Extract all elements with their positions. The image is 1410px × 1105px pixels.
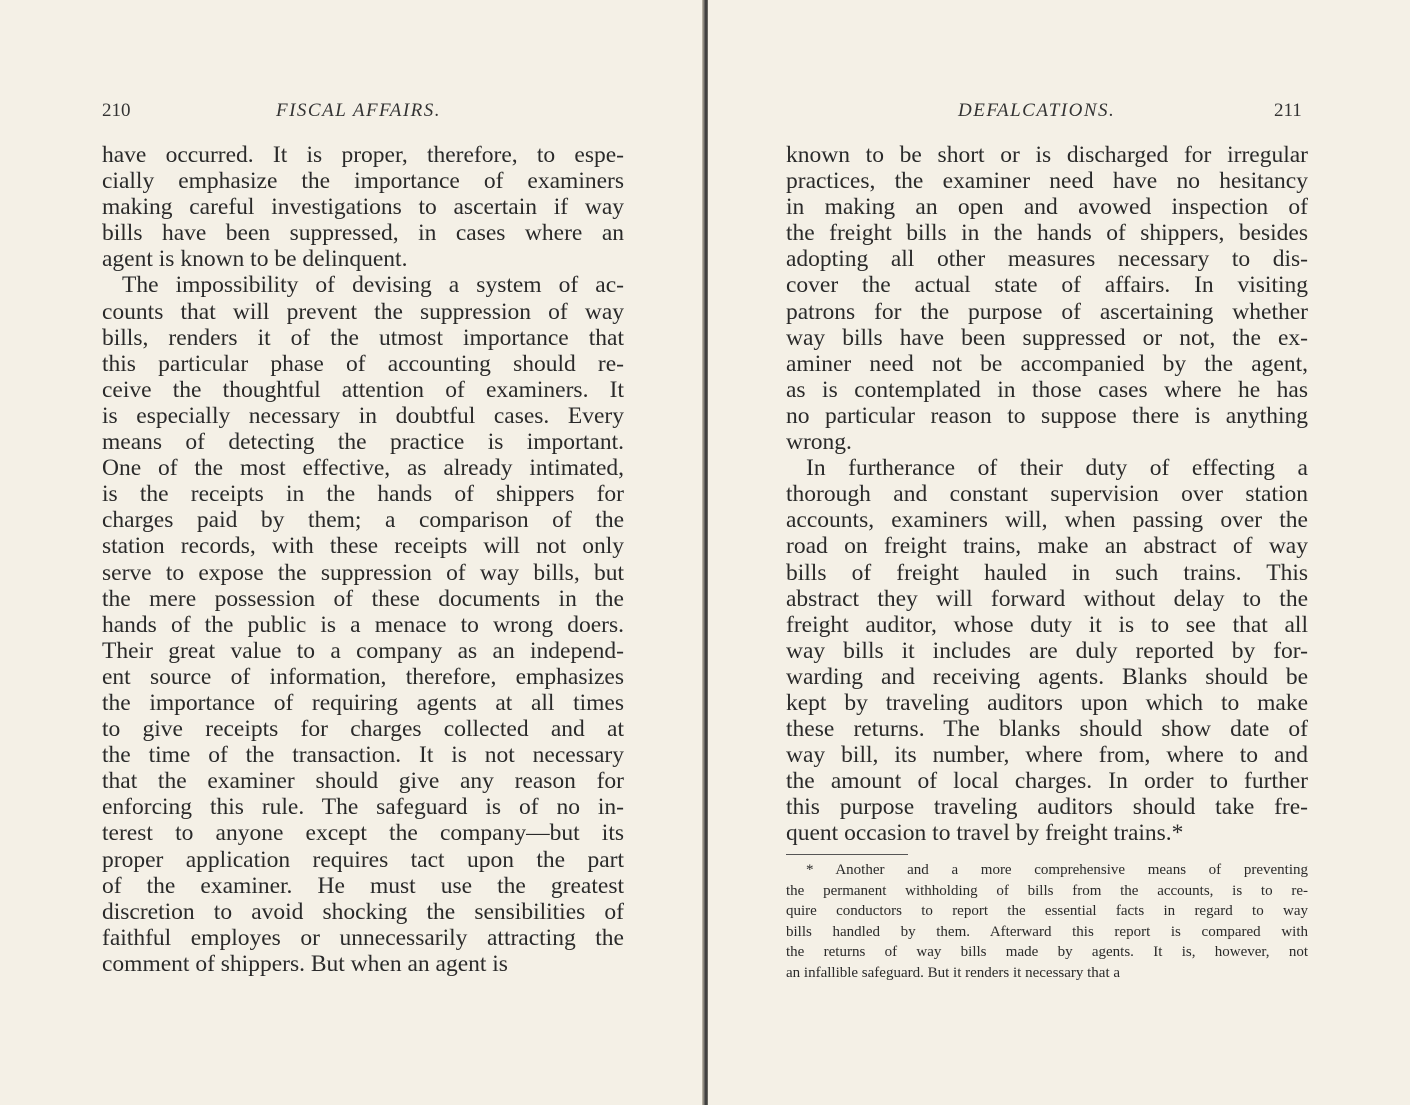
footnote (786, 860, 1308, 983)
text-line: that the examiner should give any reason for (102, 768, 624, 795)
footnote-line: bills handled by them. Afterward this report is compared with (786, 923, 1308, 940)
text-line: kept by traveling auditors upon which to make (786, 689, 1308, 716)
text-line: One of the most effective, as already intimated, (102, 455, 624, 482)
text-line: the importance of requiring agents at all times (102, 689, 624, 716)
text-line: way bill, its number, where from, where to and (786, 742, 1308, 769)
text-line: to give receipts for charges collected and at (102, 716, 624, 743)
right-page-number: 211 (1274, 100, 1302, 121)
text-line: agent is known to be delinquent. (102, 246, 408, 273)
text-line: abstract they will forward without delay to the (786, 585, 1308, 612)
text-line: aminer need not be accompanied by the agent, (786, 350, 1308, 377)
text-line: way bills have been suppressed or not, the ex- (786, 324, 1308, 351)
footnote-line: * Another and a more comprehensive means of preventing (806, 862, 1308, 878)
footnote-line: an infallible safeguard. But it renders it necessary that a (786, 964, 1121, 981)
left-page (0, 0, 704, 1105)
right-running-head: DEFALCATIONS. (958, 100, 1116, 121)
footnote-line: the returns of way bills made by agents. It is, however, not (786, 944, 1308, 960)
text-line: proper application requires tact upon the part (102, 846, 624, 873)
text-line: quent occasion to travel by freight trains.* (786, 820, 1184, 847)
text-line: patrons for the purpose of ascertaining whether (786, 298, 1308, 325)
text-line: the time of the transaction. It is not necessary (102, 742, 624, 769)
text-line: the amount of local charges. In order to further (786, 768, 1308, 795)
text-line: comment of shippers. But when an agent is (102, 950, 508, 977)
footnote-line: the permanent withholding of bills from the accounts, is to re- (786, 882, 1308, 899)
footnote-rule (786, 854, 908, 855)
text-line: making careful investigations to ascertain if way (102, 194, 624, 221)
text-line: serve to expose the suppression of way bills, but (102, 559, 624, 586)
text-line: in making an open and avowed inspection of (786, 194, 1308, 221)
text-line: ent source of information, therefore, emphasizes (102, 663, 624, 690)
text-line: enforcing this rule. The safeguard is of no in- (102, 794, 624, 821)
text-line: station records, with these receipts will not only (102, 533, 624, 560)
text-line: terest to anyone except the company—but its (102, 820, 624, 847)
text-line: freight auditor, whose duty it is to see that all (786, 611, 1308, 638)
text-line: cover the actual state of affairs. In visiting (786, 272, 1308, 299)
text-line: road on freight trains, make an abstract of way (786, 533, 1308, 560)
text-line: wrong. (786, 429, 852, 456)
text-line: adopting all other measures necessary to dis- (786, 246, 1308, 273)
text-line: ceive the thoughtful attention of examiners. It (102, 376, 624, 403)
text-line: way bills it includes are duly reported by for- (786, 637, 1308, 664)
text-line: this purpose traveling auditors should take fre- (786, 794, 1308, 821)
text-line: warding and receiving agents. Blanks should be (786, 663, 1308, 690)
text-line: is especially necessary in doubtful cases. Every (102, 402, 624, 429)
left-body-text (102, 142, 624, 977)
text-line: counts that will prevent the suppression of way (102, 298, 624, 325)
text-line: faithful employes or unnecessarily attracting the (102, 924, 624, 951)
text-line: means of detecting the practice is important. (102, 429, 624, 456)
text-line: hands of the public is a menace to wrong doers. (102, 611, 624, 638)
right-page (708, 0, 1410, 1105)
text-line: bills have been suppressed, in cases where an (102, 220, 624, 247)
left-running-head: FISCAL AFFAIRS. (276, 100, 441, 121)
text-line: have occurred. It is proper, therefore, to espe- (102, 142, 624, 168)
text-line: cially emphasize the importance of examiners (102, 168, 624, 195)
text-line: the freight bills in the hands of shippers, besides (786, 220, 1308, 247)
text-line: In furtherance of their duty of effecting a (806, 455, 1308, 482)
right-body-text (786, 142, 1308, 847)
text-line: these returns. The blanks should show date of (786, 716, 1308, 743)
text-line: discretion to avoid shocking the sensibilities of (102, 898, 624, 925)
text-line: The impossibility of devising a system of ac- (122, 272, 624, 299)
text-line: this particular phase of accounting should re- (102, 350, 624, 377)
text-line: thorough and constant supervision over station (786, 481, 1308, 508)
text-line: known to be short or is discharged for irregular (786, 142, 1308, 168)
text-line: as is contemplated in those cases where he has (786, 376, 1308, 403)
text-line: bills of freight hauled in such trains. This (786, 559, 1308, 586)
text-line: the mere possession of these documents in the (102, 585, 624, 612)
left-page-number: 210 (102, 100, 131, 121)
footnote-line: quire conductors to report the essential facts in regard to way (786, 903, 1308, 919)
text-line: charges paid by them; a comparison of the (102, 507, 624, 534)
text-line: accounts, examiners will, when passing over the (786, 507, 1308, 534)
text-line: is the receipts in the hands of shippers for (102, 481, 624, 508)
text-line: practices, the examiner need have no hesitancy (786, 168, 1308, 195)
text-line: of the examiner. He must use the greatest (102, 872, 624, 899)
text-line: no particular reason to suppose there is anything (786, 402, 1308, 429)
text-line: bills, renders it of the utmost importance that (102, 324, 624, 351)
text-line: Their great value to a company as an independ- (102, 637, 624, 664)
